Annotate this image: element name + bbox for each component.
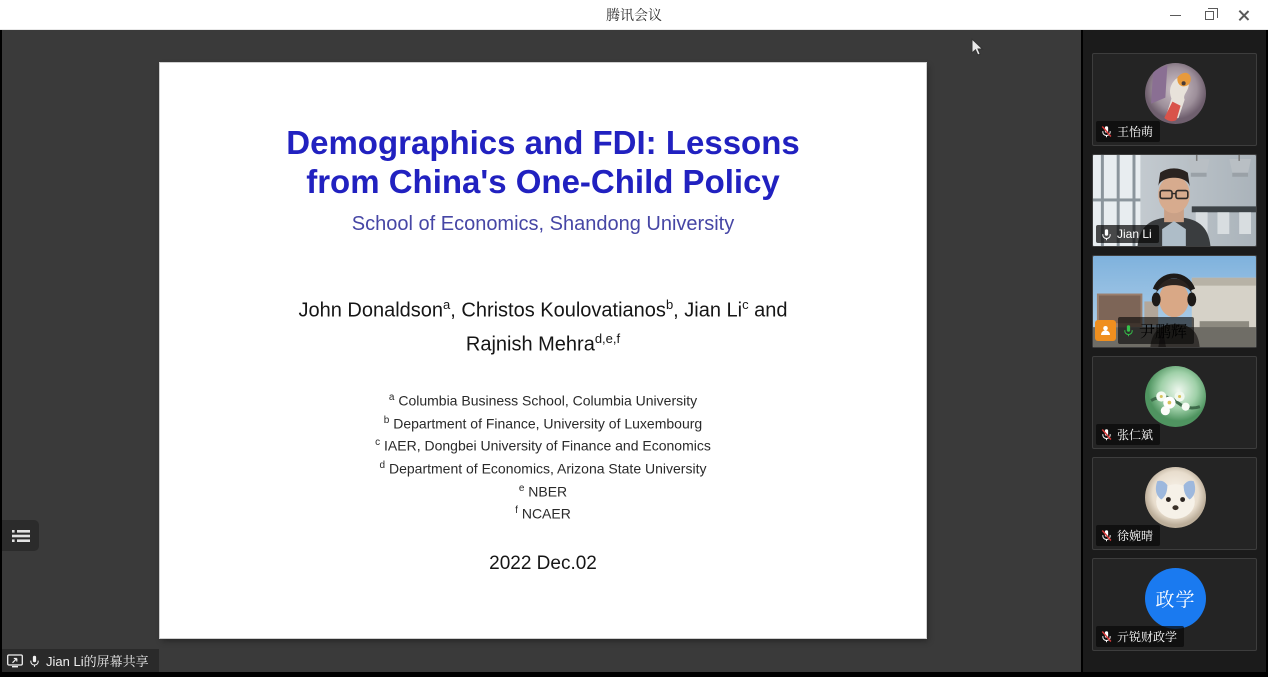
participants-panel [1083, 30, 1266, 672]
participant-name: 张仁斌 [1117, 428, 1154, 442]
participant-name: 徐婉晴 [1117, 529, 1154, 543]
participant-name-pill [1096, 626, 1184, 647]
presenter-badge-icon [1095, 320, 1116, 341]
screen-share-icon [7, 654, 23, 668]
slide-date: 2022 Dec.02 [489, 553, 597, 574]
participant-tile[interactable] [1092, 558, 1257, 651]
window-controls [1158, 0, 1260, 30]
dog-avatar [1145, 467, 1206, 528]
affiliation-row: $^b$ Department of Finance, University of Luxembourg [383, 414, 703, 432]
mic-muted-icon [1100, 125, 1113, 138]
restore-button[interactable] [1192, 0, 1226, 30]
close-button[interactable] [1226, 0, 1260, 30]
screen-share-label: Jian Li的屏幕共享 [46, 654, 149, 669]
annotation-list-button[interactable] [2, 520, 39, 551]
minimize-button[interactable] [1158, 0, 1192, 30]
participant-name: 王怡萌 [1117, 125, 1154, 139]
cartoon-avatar [1145, 63, 1206, 124]
mic-on-icon [28, 654, 41, 668]
slide-subtitle: School of Economics, Shandong University [351, 213, 735, 235]
affiliation-row: $^e$ NBER [518, 482, 568, 500]
affiliation-row: $^d$ Department of Economics, Arizona State University [379, 459, 707, 477]
flowers-avatar [1145, 366, 1206, 427]
participant-name-pill [1096, 424, 1160, 445]
close-icon [1238, 10, 1249, 21]
participant-name: Jian Li [1117, 227, 1152, 241]
window-titlebar [0, 0, 1268, 30]
mic-on-icon [1100, 228, 1113, 241]
participant-name-pill [1096, 525, 1160, 546]
authors-line1: John Donaldson$^a$, Christos Koulovatianos$^b$, Jian Li$^c$ and [298, 297, 788, 322]
shared-screen-area [2, 30, 1081, 672]
participant-name-pill [1096, 225, 1159, 243]
presentation-slide [160, 63, 926, 638]
participant-name-pill [1118, 317, 1194, 344]
window-title: 腾讯会议 [606, 7, 662, 23]
slide-authors [160, 291, 926, 358]
participant-name-pill [1096, 121, 1160, 142]
participant-tile[interactable] [1092, 356, 1257, 449]
restore-icon [1205, 11, 1214, 20]
mic-muted-icon [1100, 428, 1113, 441]
participant-tile[interactable] [1092, 255, 1257, 348]
participant-status-row [1095, 317, 1194, 344]
initials-avatar: 政学 [1145, 568, 1206, 629]
participant-name: 尹鹏辉 [1139, 324, 1188, 341]
affiliation-row: $^a$ Columbia Business School, Columbia University [388, 392, 698, 409]
participant-name: 亓锐财政学 [1117, 630, 1178, 644]
slide-title-line1: Demographics and FDI: Lessons [286, 124, 800, 161]
authors-line2: Rajnish Mehra$^{d,e,f}$ [465, 330, 621, 356]
affiliation-row: $^c$ IAER, Dongbei University of Finance and Economics [375, 437, 711, 454]
minimize-icon [1170, 15, 1181, 16]
mic-muted-icon [1100, 529, 1113, 542]
affiliation-row: $^f$ NCAER [515, 505, 571, 522]
screen-share-banner [2, 649, 159, 672]
list-icon [12, 529, 30, 543]
slide-title-line2: from China's One-Child Policy [306, 163, 780, 200]
mic-muted-icon [1100, 630, 1113, 643]
participant-tile[interactable] [1092, 53, 1257, 146]
mic-speaking-icon [1122, 324, 1135, 337]
participant-tile[interactable] [1092, 457, 1257, 550]
mouse-cursor [971, 38, 984, 57]
slide-title [160, 123, 926, 201]
slide-affiliations [160, 388, 926, 524]
participant-tile[interactable] [1092, 154, 1257, 247]
